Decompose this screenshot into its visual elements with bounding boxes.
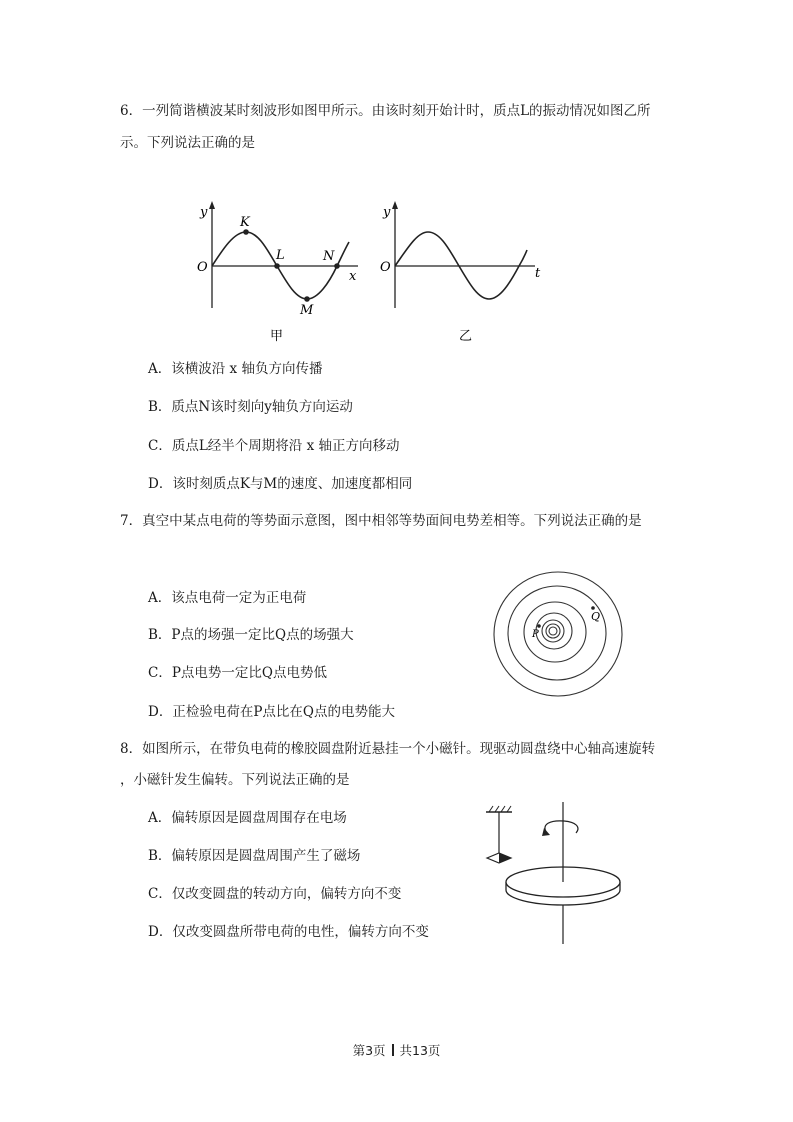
q8-rotating-disc-figure: [484, 798, 634, 948]
jia-origin-label: O: [197, 260, 208, 275]
q7-equipotential-figure: [488, 568, 628, 703]
jia-y-label: y: [200, 205, 208, 220]
hatch-1: [489, 806, 493, 812]
q6-option-c: C．质点L经半个周期将沿 x 轴正方向移动: [148, 438, 400, 454]
hatch-2: [495, 806, 499, 812]
q7-stem: 7．真空中某点电荷的等势面示意图，图中相邻等势面间电势差相等。下列说法正确的是: [120, 513, 642, 529]
equipotential-ring-4: [536, 613, 572, 649]
page-number: 第3页: [352, 1043, 386, 1058]
label-Q: Q: [591, 610, 601, 623]
q8-stem-line1: 8．如图所示，在带负电荷的橡胶圆盘附近悬挂一个小磁针。现驱动圆盘绕中心轴高速旋转: [120, 741, 656, 757]
q6-option-d: D．该时刻质点K与M的速度、加速度都相同: [148, 476, 413, 492]
hatch-4: [507, 806, 511, 812]
q8-option-d: D．仅改变圆盘所带电荷的电性，偏转方向不变: [148, 924, 429, 940]
yi-t-label: t: [535, 266, 541, 281]
q6-figure-jia: [190, 198, 365, 348]
q6-option-a: A．该横波沿 x 轴负方向传播: [148, 361, 323, 377]
equipotential-ring-1: [494, 572, 622, 696]
point-N: [334, 263, 340, 269]
rotation-arrow-icon: [545, 821, 578, 833]
equipotential-ring-5: [542, 620, 564, 642]
page-footer: [0, 1041, 793, 1059]
q7-option-d: D．正检验电荷在P点比在Q点的电势能大: [148, 704, 395, 720]
q6-figure-yi: [375, 198, 545, 348]
jia-L-label: L: [276, 248, 285, 263]
equipotential-ring-7: [549, 627, 557, 635]
q7-option-a: A．该点电荷一定为正电荷: [148, 590, 307, 606]
page-total: 共13页: [399, 1043, 441, 1058]
q8-option-a: A．偏转原因是圆盘周围存在电场: [148, 810, 347, 826]
jia-y-arrow: [209, 201, 215, 209]
label-P: P: [532, 629, 539, 640]
jia-M-label: M: [300, 303, 314, 318]
q8-stem-line2: ，小磁针发生偏转。下列说法正确的是: [120, 772, 350, 788]
hatch-3: [501, 806, 505, 812]
q8-option-b: B．偏转原因是圆盘周围产生了磁场: [148, 848, 361, 864]
point-M: [304, 296, 310, 302]
magnetic-needle-dark-half: [499, 853, 511, 863]
jia-K-label: K: [240, 215, 250, 230]
rotation-arrowhead: [542, 828, 550, 836]
q6-stem-line2: 示。下列说法正确的是: [120, 135, 255, 151]
q7-option-c: C．P点电势一定比Q点电势低: [148, 665, 327, 681]
jia-N-label: N: [323, 249, 335, 264]
point-K: [243, 229, 249, 235]
jia-caption: 甲: [270, 329, 284, 344]
q7-option-b: B．P点的场强一定比Q点的场强大: [148, 627, 354, 643]
equipotential-ring-6: [546, 624, 560, 638]
yi-origin-label: O: [380, 260, 391, 275]
yi-y-label: y: [383, 205, 391, 220]
yi-y-arrow: [392, 201, 398, 209]
q8-option-c: C．仅改变圆盘的转动方向，偏转方向不变: [148, 886, 402, 902]
q6-option-b: B．质点N该时刻向y轴负方向运动: [148, 399, 353, 415]
q6-stem-line1: 6．一列简谐横波某时刻波形如图甲所示。由该时刻开始计时，质点L的振动情况如图乙所: [120, 103, 651, 119]
footer-separator: [392, 1044, 394, 1056]
yi-caption: 乙: [459, 329, 473, 344]
point-L: [274, 263, 280, 269]
point-P: [537, 624, 541, 628]
jia-x-label: x: [349, 269, 357, 284]
